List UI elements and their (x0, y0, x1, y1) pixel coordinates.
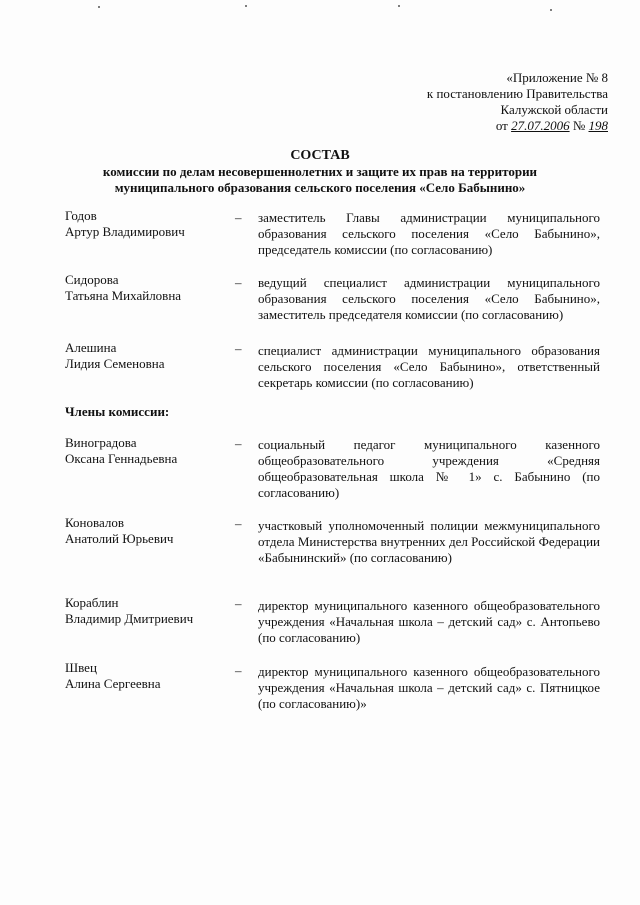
given-name: Оксана Геннадьевна (65, 451, 178, 466)
dash: – (235, 275, 242, 290)
scan-speck (245, 5, 247, 7)
surname: Кораблин (65, 595, 119, 610)
dash: – (235, 663, 242, 678)
role-description: директор муниципального казенного общеобразовательного учреждения «Начальная школа – детский сад» с. Антопьево (по согласованию) (258, 598, 600, 645)
scan-speck (398, 5, 400, 7)
surname: Годов (65, 208, 97, 223)
document-title (0, 148, 640, 196)
appendix-line: «Приложение № 8 (506, 70, 608, 85)
date-line (427, 118, 608, 134)
role-description: социальный педагог муниципального казенного общеобразовательного учреждения «Средняя общеобразовательная школа № 1» с. Бабынино (по согласованию) (258, 437, 600, 500)
surname: Швец (65, 660, 97, 675)
dash: – (235, 436, 242, 451)
person-name (65, 515, 173, 547)
title-main: СОСТАВ (290, 148, 350, 163)
from-label: от (495, 118, 508, 133)
person-name (65, 660, 160, 692)
given-name: Лидия Семеновна (65, 356, 165, 371)
role-description: ведущий специалист администрации муниципального образования сельского поселения «Село Бабынино», заместитель председателя комиссии (по согласованию) (258, 275, 600, 322)
appendix-header (427, 70, 608, 134)
resolution-number: 198 (588, 118, 608, 133)
person-name (65, 272, 181, 304)
members-heading: Члены комиссии: (65, 404, 170, 419)
title-line-2: комиссии по делам несовершеннолетних и защите их прав на территории (102, 164, 538, 179)
resolution-date: 27.07.2006 (511, 118, 570, 133)
region-line: Калужской области (500, 102, 608, 117)
dash: – (235, 596, 242, 611)
dash: – (235, 210, 242, 225)
surname: Сидорова (65, 272, 119, 287)
surname: Виноградова (65, 435, 137, 450)
resolution-line: к постановлению Правительства (426, 86, 608, 101)
given-name: Анатолий Юрьевич (65, 531, 174, 546)
given-name: Алина Сергеевна (65, 676, 161, 691)
role-description: директор муниципального казенного общеобразовательного учреждения «Начальная школа – детский сад» с. Пятницкое (по согласованию)» (258, 664, 600, 711)
given-name: Владимир Дмитриевич (65, 611, 194, 626)
number-sign: № (572, 118, 586, 133)
person-name (65, 208, 185, 240)
scan-speck (98, 6, 100, 8)
person-name (65, 340, 165, 372)
role-description: заместитель Главы администрации муниципального образования сельского поселения «Село Бабынино», председатель комиссии (по согласованию) (258, 210, 600, 257)
given-name: Артур Владимирович (65, 224, 185, 239)
scan-speck (550, 9, 552, 11)
title-line-3: муниципального образования сельского поселения «Село Бабынино» (114, 180, 526, 195)
surname: Коновалов (65, 515, 124, 530)
dash: – (235, 516, 242, 531)
surname: Алешина (65, 340, 117, 355)
dash: – (235, 341, 242, 356)
person-name (65, 595, 193, 627)
role-description: участковый уполномоченный полиции межмуниципального отдела Министерства внутренних дел Российской Федерации «Бабынинский» (по согласованию) (258, 518, 600, 565)
given-name: Татьяна Михайловна (65, 288, 182, 303)
person-name (65, 435, 177, 467)
role-description: специалист администрации муниципального образования сельского поселения «Село Бабынино», ответственный секретарь комиссии (по согласованию) (258, 343, 600, 390)
